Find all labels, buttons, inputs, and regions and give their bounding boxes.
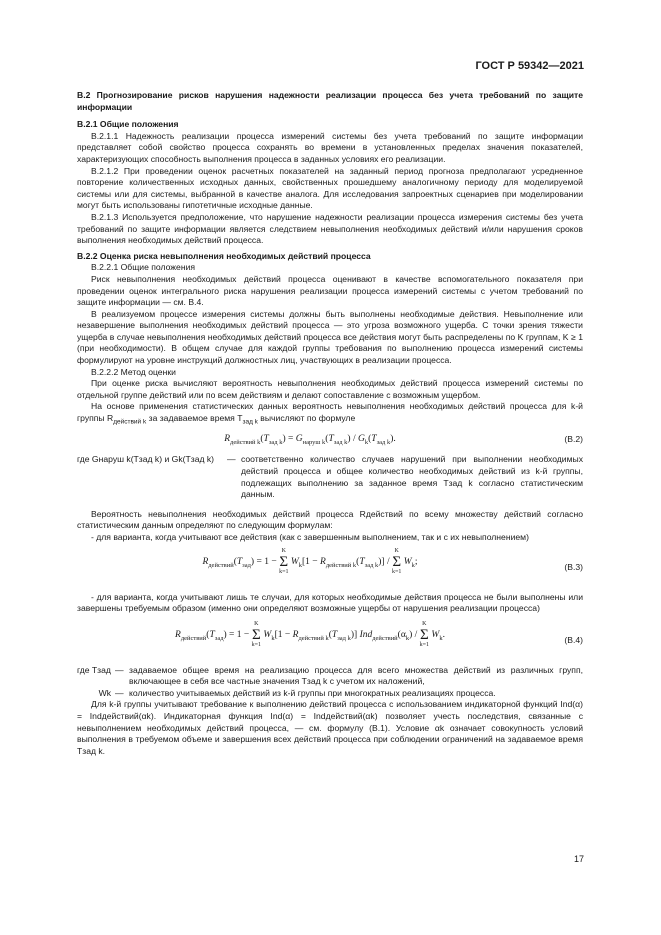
paragraph-statistics: На основе применения статистических данных вероятность невыполнения необходимых действий процесса для k-й группы $R_{действий k}$ за задаваемое время $T_{зад k}$ вычисляют по формуле	[77, 401, 583, 426]
formula-b2-number: (В.2)	[564, 434, 583, 445]
sum-symbol: K Σ k=1	[419, 620, 430, 648]
sum-symbol: K Σ k=1	[391, 547, 402, 575]
paragraph-variant-failed: - для варианта, когда учитывают лишь те случаи, для которых необходимые действия процесса не были выполнены или завершены требуемым образом (именно они определяют возможные ущербы от нарушения реализации процесса)	[77, 591, 583, 614]
where-dash: —	[115, 664, 124, 675]
page-content	[77, 90, 583, 757]
sum-symbol: K Σ k=1	[251, 620, 262, 648]
where-definition: количество учитываемых действий из k-й группы при многократных реализациях процесса.	[129, 687, 496, 698]
formula-b3	[77, 548, 583, 588]
paragraph-b212: В.2.1.2 При проведении оценок расчетных показателей на заданный период прогноза предполагают усредненное повторение количественных исходных данных, свойственных прошедшему аналогичному периоду для моделируемой системы или для системы, выбранной в качестве аналога. Для исследования запроектных сценариев при моделировании могут быть использованы гипотетичные исходные данные.	[77, 165, 583, 211]
paragraph-b211: В.2.1.1 Надежность реализации процесса измерений системы без учета требований по защите информации представляет собой свойство процесса сохранять во времени в установленных пределах значения показателей, характеризующих способность выполнения процесса в заданных условиях его реализации.	[77, 130, 583, 164]
subsection-title-b222: В.2.2.2 Метод оценки	[91, 366, 176, 377]
where-term: где Gнаруш k(Tзад k) и Gk(Tзад k)	[77, 454, 215, 465]
where-clause-3	[77, 688, 583, 700]
where-definition: задаваемое общее время на реализацию процесса для всего множества действий из различных групп, включающее в себя все частные значения Tзад k с учетом их наложений,	[129, 664, 583, 687]
paragraph-b213: В.2.1.3 Используется предположение, что нарушение надежности реализации процесса измерения системы без учета требований по защите информации является следствием невыполнения необходимых действий и/или нарушения сроков выполнения необходимых действий процесса.	[77, 211, 583, 246]
where-definition: соответственно количество случаев нарушений при выполнении необходимых действий процесса и общее количество необходимых действий из k-й группы, подлежащих выполнению за заданное время Tзад k согласно статистическим данным.	[241, 454, 583, 500]
sum-symbol: K Σ k=1	[279, 547, 289, 575]
section-title: В.2 Прогнозирование рисков нарушения надежности реализации процесса без учета требований по защите информации	[77, 90, 583, 112]
where-clause-2	[77, 665, 583, 688]
where-term: Wk	[98, 687, 111, 698]
subsection-title-b21: В.2.1 Общие положения	[77, 119, 179, 130]
paragraph-variant-all: - для варианта, когда учитывают все действия (как с завершенным выполнением, так и с их невыполнением)	[91, 531, 529, 542]
paragraph-risk: Риск невыполнения необходимых действий процесса оценивают в качестве вспомогательного показателя при проведении оценок интегрального риска нарушения реализации процесса измерений системы с учетом требований по защите информации — см. В.4.	[77, 273, 583, 308]
where-dash: —	[115, 687, 124, 698]
paragraph-indicator: Для k-й группы учитывают требование к выполнению действий процесса с использованием индикаторной функций Ind(α) = Indдействий(αk). Индикаторная функция Ind(α) = Indдействий(αk) позволяет учесть последствия, связанные с невыполнением необходимых действий процесса, — см. формулу (В.1). Условие αk означает совокупность условий выполнения в требуемом объеме и завершения всех действий процесса при соблюдении ограничений на задаваемое время Tзад k.	[77, 699, 583, 756]
subsection-title-b22: В.2.2 Оценка риска невыполнения необходимых действий процесса	[77, 250, 371, 261]
paragraph-estimate: При оценке риска вычисляют вероятность невыполнения необходимых действий процесса измерений системы по отдельной группе действий или по всем действиям и делают сопоставление с возможным ущербом.	[77, 378, 583, 400]
subsection-title-b221: В.2.2.1 Общие положения	[91, 262, 196, 273]
document-number: ГОСТ Р 59342—2021	[475, 60, 584, 72]
formula-b3-expression: $R_{действий}(T_{зад}) = 1 - K$ Σ k=1 $W_k[1 - R_{действий k}(T_{зад k})] / K$ Σ k=1 $W_k$;	[202, 547, 418, 575]
formula-b2-expression: $R_{действий k}(T_{зад k}) = G_{наруш k}(T_{зад k}) / G_k(T_{зад k})$.	[224, 434, 396, 447]
formula-b4-number: (В.4)	[564, 634, 583, 645]
paragraph-probability: Вероятность невыполнения необходимых действий процесса Rдействий по всему множеству действий согласно статистическим данным определяют по следующим формулам:	[77, 508, 583, 531]
paragraph-groups: В реализуемом процессе измерения системы должны быть выполнены необходимые действия. Невыполнение или незавершение выполнения необходимых действий процесса — это угроза возможного ущерба. С точки зрения тяжести ущерба в случае невыполнения необходимых действий процесса все действия могут быть распределены по K группам, K ≥ 1 (при необходимости). В общем случае для каждой группы требования по выполнению процесса измерений системы формулируют на уровне инструкций должностных лиц, участвующих в реализации процесса.	[77, 308, 583, 366]
where-dash: —	[227, 454, 236, 465]
where-clause-1	[77, 454, 583, 500]
formula-b3-number: (В.3)	[564, 561, 583, 572]
formula-b2	[77, 428, 583, 452]
formula-b4	[77, 621, 583, 661]
formula-b4-expression: $R_{действий}(T_{зад}) = 1 - K$ Σ k=1 $W_k[1 - R_{действий k}(T_{зад k})]$ $Ind_{действий}(\alpha_k)$ / K Σ k=1 $W_k$.	[175, 620, 445, 648]
where-term: где Tзад	[77, 664, 111, 675]
page-number: 17	[573, 854, 584, 864]
